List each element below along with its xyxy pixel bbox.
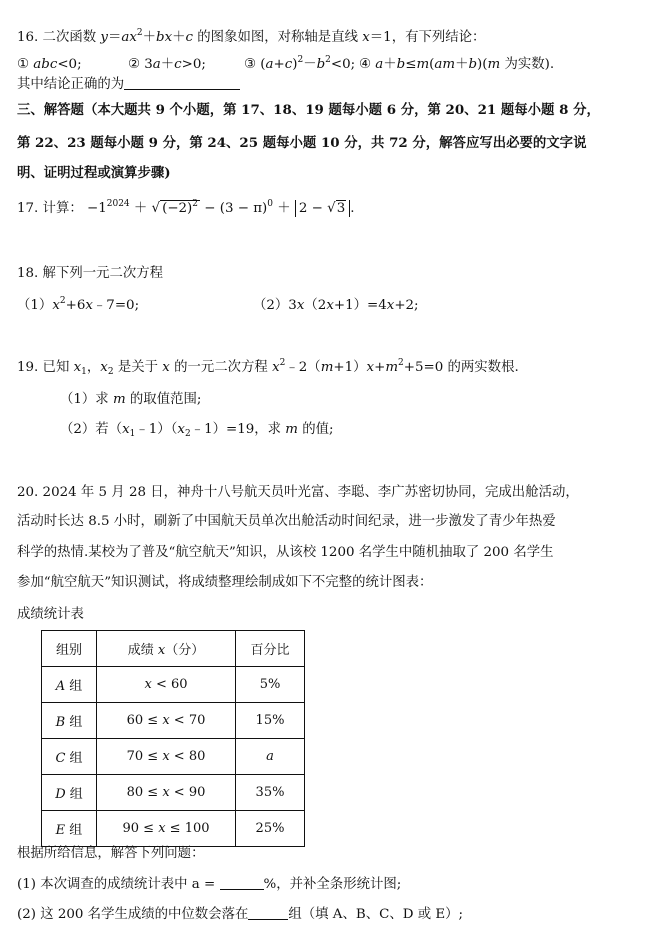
q16-stem: [17, 29, 485, 47]
q20-part2: [17, 905, 463, 924]
q16-answer-prompt: 其中结论正确的为: [17, 77, 125, 92]
section3-heading-line1: 三、解答题（本大题共 9 个小题，第 17、18、19 题每小题 6 分，第 20、21 题每小题 8 分，: [17, 102, 600, 118]
q20-paragraph-line3: 科学的热情.某校为了普及“航空航天”知识，从该校 1200 名学生中随机抽取了 200 名学生: [17, 545, 554, 560]
q20-paragraph-line1: 20. 2024 年 5 月 28 日，神舟十八号航天员叶光富、李聪、李广苏密切协同，完成出舱活动，: [17, 485, 579, 500]
q20-part1: [17, 875, 401, 894]
table-cell: x < 60: [97, 667, 236, 703]
table-cell: D 组: [42, 775, 97, 811]
table-cell: 5%: [236, 667, 305, 703]
table-row: [42, 739, 305, 775]
q17-expression: $-1^{2024}$ ＋ √ $(-2)^2 - (3 - \pi)^0 + 2 - √3$ .: [87, 199, 355, 216]
q20-part2-prefix: (2) 这 200 名学生成绩的中位数会落在: [17, 907, 249, 922]
table-cell: 70 ≤ x < 80: [97, 739, 236, 775]
q20-part1-prefix: (1) 本次调查的成绩统计表中 a =: [17, 877, 216, 892]
q17-label: 17. 计算：: [17, 201, 83, 216]
section3-heading-line3: 明、证明过程或演算步骤): [17, 165, 171, 181]
q20-part2-suffix: 组（填 A、B、C、D 或 E）;: [288, 907, 464, 922]
table-cell: B 组: [42, 703, 97, 739]
table-row: [42, 811, 305, 847]
table-cell: a: [236, 739, 305, 775]
q17-line: [17, 200, 355, 218]
q18-part2: （2）3x（2x+1）=4x+2;: [253, 298, 419, 313]
table-header-cell: 成绩 x（分）: [97, 631, 236, 667]
q20-paragraph-line2: 活动时长达 8.5 小时，刷新了中国航天员单次出舱活动时间纪录，进一步激发了青少年热爱: [17, 514, 556, 529]
table-cell: E 组: [42, 811, 97, 847]
q18-stem: 18. 解下列一元二次方程: [17, 266, 164, 281]
q16-option-2: ② 3a＋c>0;: [128, 57, 206, 72]
table-cell: 80 ≤ x < 90: [97, 775, 236, 811]
table-cell: A 组: [42, 667, 97, 703]
table-header-cell: 百分比: [236, 631, 305, 667]
q18-part1: $(1)x^2+6x﹣7=0$;: [17, 296, 140, 313]
q16-answer-blank[interactable]: [124, 75, 240, 90]
q16-option-3: ③ $(a+c)^2-b^2<0$;: [244, 55, 356, 72]
table-header-cell: 组别: [42, 631, 97, 667]
table-row: [42, 775, 305, 811]
q19-part1: （1）求 m 的取值范围;: [60, 392, 202, 407]
section3-heading-line2: 第 22、23 题每小题 9 分，第 24、25 题每小题 10 分，共 72 分，解答应写出必要的文字说: [17, 135, 587, 151]
q20-part1-suffix: %，并补全条形统计图;: [263, 877, 402, 892]
score-table: [41, 630, 305, 847]
q16-answer-line: [17, 75, 240, 94]
score-table-title: 成绩统计表: [17, 607, 84, 622]
q19-stem: 19. 已知 $x_1$，$x_2$ 是关于 x 的一元二次方程 $x^2﹣2(m+1)x+m^2+5=0$ 的两实数根.: [17, 358, 519, 377]
table-row: [42, 703, 305, 739]
table-cell: 25%: [236, 811, 305, 847]
q20-after-table: 根据所给信息，解答下列问题：: [17, 846, 205, 861]
q20-part1-answer-blank[interactable]: [220, 875, 264, 890]
q20-paragraph-line4: 参加“航空航天”知识测试，将成绩整理绘制成如下不完整的统计图表：: [17, 575, 433, 590]
table-cell: C 组: [42, 739, 97, 775]
q16-option-4: ④ a＋b≤m(am＋b)(m 为实数).: [359, 57, 555, 72]
table-header-row: [42, 631, 305, 667]
table-cell: 60 ≤ x < 70: [97, 703, 236, 739]
q19-part2: （2）若$(x_1﹣1)(x_2﹣1)=19$，求 m 的值;: [60, 422, 334, 439]
q16-option-1: ① abc<0;: [17, 57, 82, 72]
table-cell: 90 ≤ x ≤ 100: [97, 811, 236, 847]
q20-part2-answer-blank[interactable]: [248, 905, 288, 920]
table-row: [42, 667, 305, 703]
table-cell: 35%: [236, 775, 305, 811]
table-cell: 15%: [236, 703, 305, 739]
q16-stem-text: 16. 二次函数 $y=ax^2+bx+c$ 的图象如图，对称轴是直线 x＝1，有下列结论：: [17, 28, 486, 45]
